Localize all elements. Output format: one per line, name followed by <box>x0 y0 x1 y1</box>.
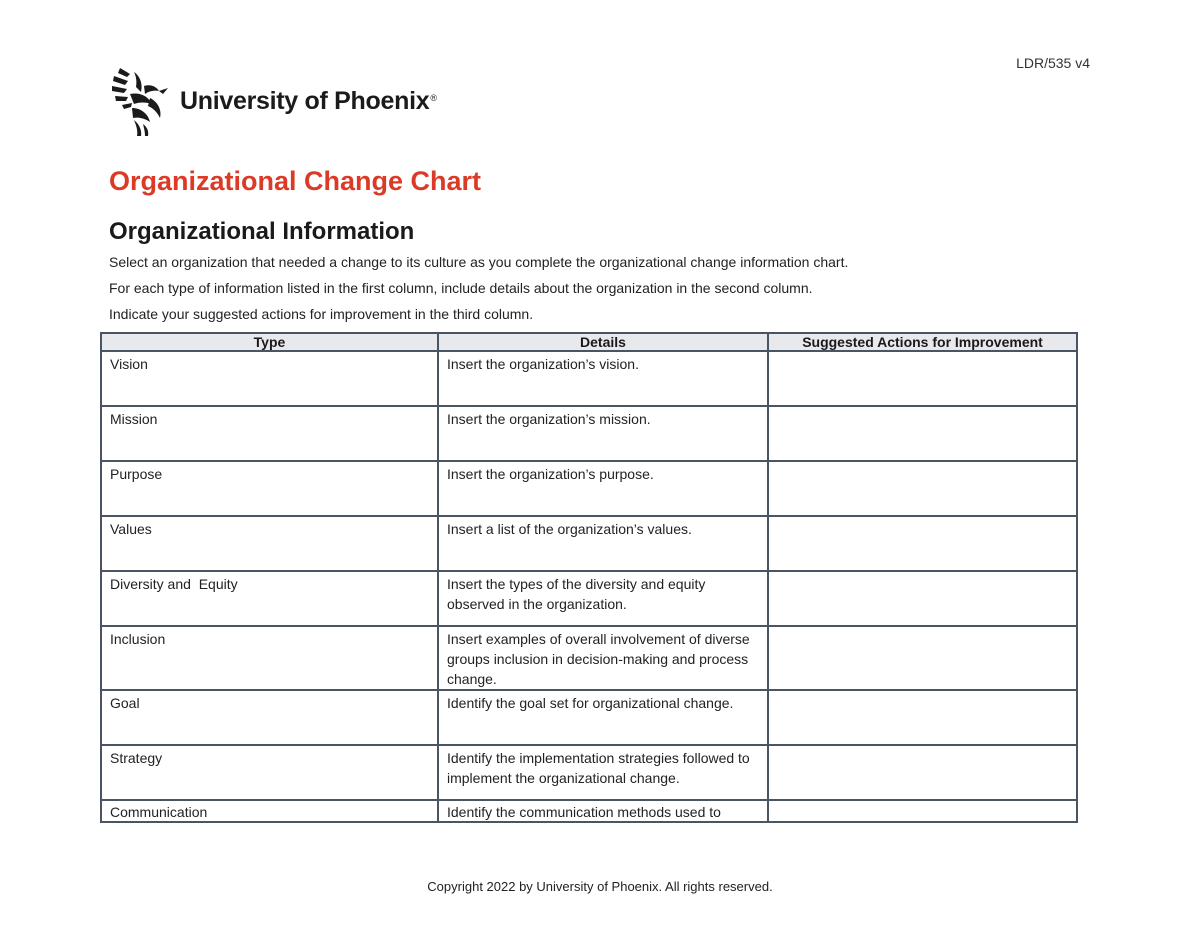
copyright-footer: Copyright 2022 by University of Phoenix. All rights reserved. <box>427 879 773 894</box>
type-cell: Purpose <box>101 461 438 516</box>
table-row <box>101 516 1077 571</box>
table-row <box>101 626 1077 690</box>
type-cell: Goal <box>101 690 438 745</box>
details-cell[interactable]: Identify the communication methods used to <box>438 800 768 822</box>
suggested-actions-cell[interactable] <box>768 745 1077 800</box>
table-row <box>101 461 1077 516</box>
type-cell: Strategy <box>101 745 438 800</box>
suggested-actions-cell[interactable] <box>768 516 1077 571</box>
logo-registered-mark: ® <box>430 92 437 103</box>
suggested-actions-cell[interactable] <box>768 351 1077 406</box>
column-header-suggested-actions: Suggested Actions for Improvement <box>768 333 1077 351</box>
details-cell[interactable]: Insert examples of overall involvement of diverse groups inclusion in decision-making and process change. <box>438 626 768 690</box>
table-row <box>101 800 1077 822</box>
type-cell: Inclusion <box>101 626 438 690</box>
organizational-change-table <box>100 332 1078 823</box>
details-cell[interactable]: Identify the implementation strategies followed to implement the organizational change. <box>438 745 768 800</box>
suggested-actions-cell[interactable] <box>768 690 1077 745</box>
table-row <box>101 351 1077 406</box>
table-row <box>101 406 1077 461</box>
instruction-line: Indicate your suggested actions for improvement in the third column. <box>109 306 534 322</box>
type-cell: Values <box>101 516 438 571</box>
document-title: Organizational Change Chart <box>109 166 482 196</box>
table-row <box>101 690 1077 745</box>
details-cell[interactable]: Insert a list of the organization’s values. <box>438 516 768 571</box>
section-title: Organizational Information <box>109 218 415 245</box>
column-header-details: Details <box>438 333 768 351</box>
suggested-actions-cell[interactable] <box>768 626 1077 690</box>
instruction-line: For each type of information listed in the first column, include details about the organization in the second column. <box>109 280 813 296</box>
type-cell: Communication <box>101 800 438 822</box>
logo-wordmark: University of Phoenix <box>180 86 430 115</box>
type-cell: Mission <box>101 406 438 461</box>
table-row <box>101 571 1077 626</box>
details-cell[interactable]: Insert the organization’s vision. <box>438 351 768 406</box>
suggested-actions-cell[interactable] <box>768 406 1077 461</box>
university-logo <box>110 64 437 138</box>
details-cell[interactable]: Identify the goal set for organizational change. <box>438 690 768 745</box>
instruction-line: Select an organization that needed a change to its culture as you complete the organizational change information chart. <box>109 254 849 270</box>
table-row <box>101 745 1077 800</box>
type-cell: Diversity and Equity <box>101 571 438 626</box>
details-cell[interactable]: Insert the types of the diversity and equity observed in the organization. <box>438 571 768 626</box>
suggested-actions-cell[interactable] <box>768 800 1077 822</box>
column-header-type: Type <box>101 333 438 351</box>
details-cell[interactable]: Insert the organization’s mission. <box>438 406 768 461</box>
course-code: LDR/535 v4 <box>1016 55 1090 71</box>
table-header-row <box>101 333 1077 351</box>
details-cell[interactable]: Insert the organization’s purpose. <box>438 461 768 516</box>
suggested-actions-cell[interactable] <box>768 461 1077 516</box>
suggested-actions-cell[interactable] <box>768 571 1077 626</box>
instructions-list <box>109 254 848 332</box>
phoenix-bird-icon <box>110 64 174 138</box>
type-cell: Vision <box>101 351 438 406</box>
